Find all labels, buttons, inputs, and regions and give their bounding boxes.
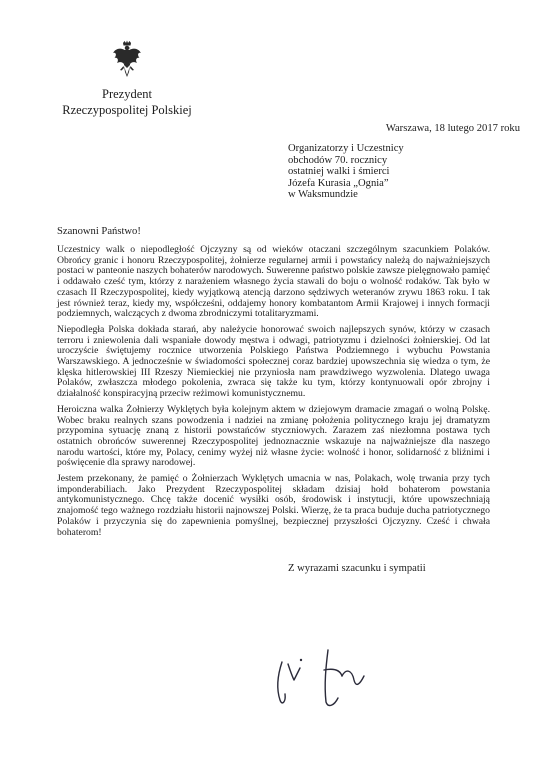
letter-body (57, 245, 490, 543)
closing-line: Z wyrazami szacunku i sympatii (288, 563, 426, 574)
letterhead-title: Prezydent (102, 87, 152, 101)
letterhead-subtitle: Rzeczypospolitej Polskiej (62, 103, 192, 117)
recipient-line: Józefa Kurasia „Ognia” (288, 177, 389, 189)
recipient-line: Organizatorzy i Uczestnicy (288, 143, 404, 154)
signature-image (268, 640, 388, 710)
polish-eagle-emblem-icon (112, 40, 142, 80)
body-paragraph: Heroiczna walka Żołnierzy Wyklętych była kolejnym aktem w dziejowym dramacie zmagań o wolną Polskę. Wobec braku realnych szans powodzenia i nadziei na zmianę położenia politycznego kraju jej dramatyzm przypomina sytuację znaną z historii powstańców styczniowych. Zarazem zaś niezłomna postawa tych ostatnich obrońców suwerennej Rzeczypospolitej jednoznacznie wskazuje na najważniejsze dla naszego narodu wartości, które my, Polacy, cenimy wyżej niż własne życie: wolność i honor, solidarność z bliźnimi i poświęcenie dla sprawy narodowej. (57, 403, 490, 469)
recipient-line: w Waksmundzie (288, 189, 358, 201)
recipient-block (288, 143, 488, 201)
body-paragraph: Niepodległa Polska dokłada starań, aby należycie honorować swoich najlepszych synów, którzy w czasach terroru i zniewolenia dali wspaniałe dowody męstwa i odwagi, patriotyzmu i dzielności żołnierskiej. Od lat uroczyście świętujemy rocznice utworzenia Polskiego Państwa Podziemnego i wybuchu Powstania Warszawskiego. A jednocześnie w świadomości społecznej coraz bardziej upowszechnia się wiedza o tym, że klęska hitlerowskiej III Rzeszy Niemieckiej nie przyniosła nam prawdziwego wyzwolenia. Dlatego uwaga Polaków, zwłaszcza młodego pokolenia, zwraca się także ku tym, którzy kontynuowali opór zbrojny i działalność konspiracyjną przeciw reżimowi komunistycznemu. (57, 323, 490, 400)
salutation: Szanowni Państwo! (57, 226, 141, 237)
recipient-line: ostatniej walki i śmierci (288, 166, 390, 178)
date-line: Warszawa, 18 lutego 2017 roku (385, 123, 520, 134)
body-paragraph: Jestem przekonany, że pamięć o Żołnierzach Wyklętych umacnia w nas, Polakach, wolę trwania przy tych imponderabiliach. Jako Prezydent Rzeczypospolitej składam dzisiaj hołd bohaterom powstania antykomunistycznego. Chcę także docenić wysiłki osób, środowisk i instytucji, które upowszechniają znajomość tego ważnego rozdziału historii najnowszej Polski. Wierzę, że ta praca buduje ducha patriotycznego Polaków i przyczynia się do zapewnienia pomyślnej, bezpiecznej przyszłości Ojczyzny. Cześć i chwała bohaterom! (57, 473, 490, 538)
body-paragraph: Uczestnicy walk o niepodległość Ojczyzny są od wieków otaczani szczególnym szacunkiem Polaków. Obrońcy granic i honoru Rzeczypospolitej, żołnierze regularnej armii i powstańcy należą do najważniejszych postaci w panteonie naszych bohaterów narodowych. Suwerenne państwo polskie zawsze pielęgnowało pamięć i oddawało cześć tym, którzy z narażeniem własnego życia stawali do boju o wolność rodaków. Tak było w czasach II Rzeczypospolitej, kiedy wyjątkową atencją darzono sędziwych weteranów zrywu 1863 roku. I tak jest również teraz, kiedy my, współcześni, oddajemy honory kombatantom Armii Krajowej i innych formacji podziemnych, walczących z dwoma zbrodniczymi totalitaryzmami. (57, 244, 490, 320)
letterhead (0, 86, 254, 118)
recipient-line: obchodów 70. rocznicy (288, 154, 388, 166)
